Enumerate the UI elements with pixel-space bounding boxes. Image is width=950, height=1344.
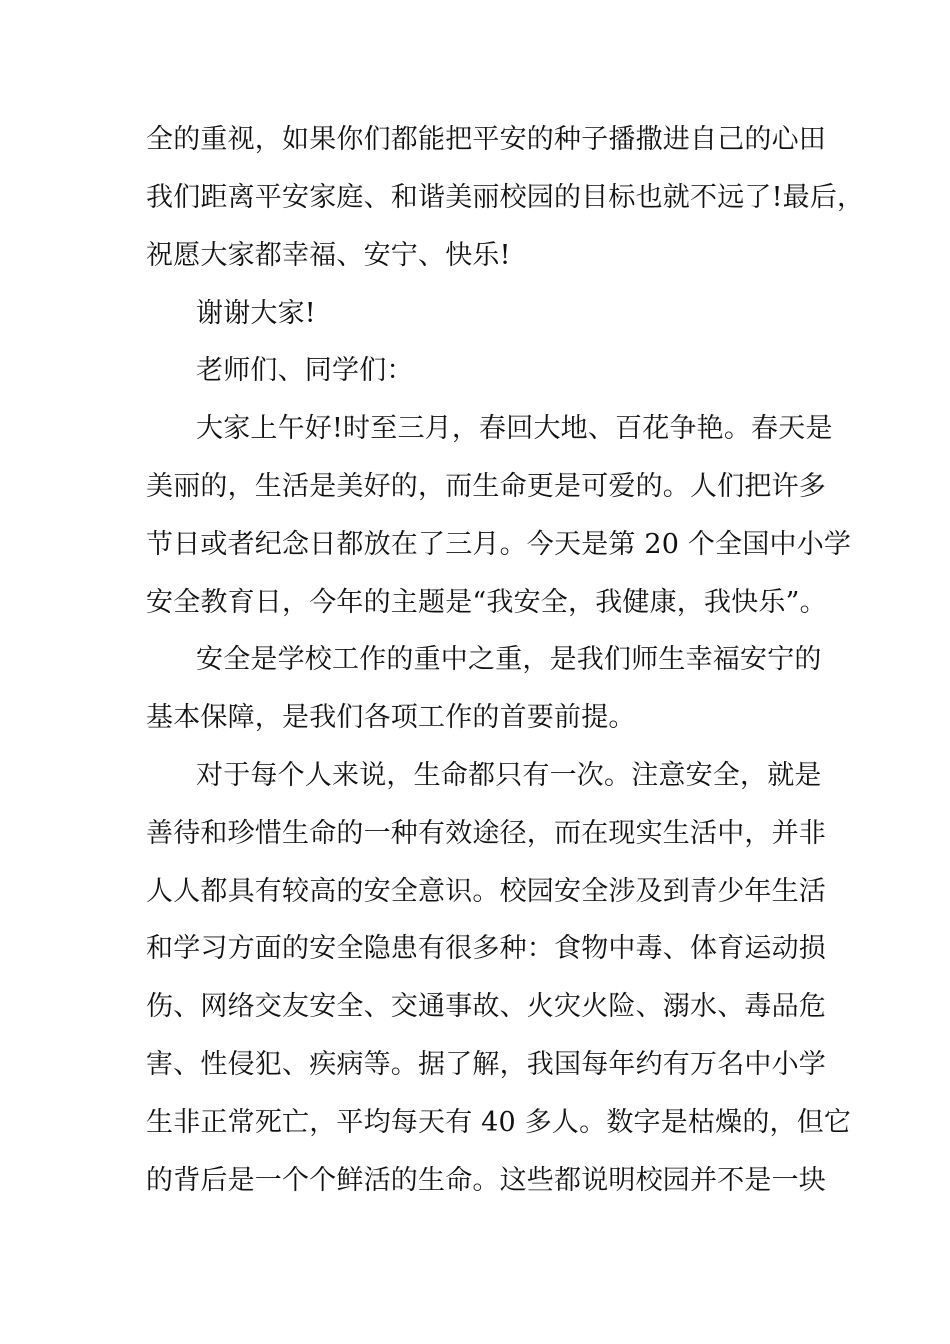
- text-line: 节日或者纪念日都放在了三月。今天是第 20 个全国中小学: [146, 529, 852, 560]
- text-line: 害、性侵犯、疾病等。据了解，我国每年约有万名中小学: [146, 1049, 826, 1080]
- text-line: 的背后是一个个鲜活的生命。这些都说明校园并不是一块: [146, 1165, 826, 1196]
- text-line: 生非正常死亡，平均每天有 40 多人。数字是枯燥的，但它: [146, 1107, 852, 1138]
- text-line: 我们距离平安家庭、和谐美丽校园的目标也就不远了!最后，: [146, 182, 865, 213]
- text-line: 人人都具有较高的安全意识。校园安全涉及到青少年生活: [146, 876, 826, 907]
- text-line: 和学习方面的安全隐患有很多种：食物中毒、体育运动损: [146, 933, 826, 964]
- paragraph-first-line: 安全是学校工作的重中之重，是我们师生幸福安宁的: [196, 644, 822, 675]
- text-line: 老师们、同学们：: [196, 355, 414, 386]
- text-line: 基本保障，是我们各项工作的首要前提。: [146, 702, 636, 733]
- text-line: 祝愿大家都幸福、安宁、快乐!: [146, 240, 511, 271]
- paragraph-first-line: 对于每个人来说，生命都只有一次。注意安全，就是: [196, 760, 822, 791]
- text-line: 善待和珍惜生命的一种有效途径，而在现实生活中，并非: [146, 818, 826, 849]
- text-line: 美丽的，生活是美好的，而生命更是可爱的。人们把许多: [146, 471, 826, 502]
- text-line: 安全教育日，今年的主题是“我安全，我健康，我快乐”。: [146, 587, 827, 618]
- text-line: 全的重视，如果你们都能把平安的种子播撒进自己的心田: [146, 124, 826, 155]
- text-line: 伤、网络交友安全、交通事故、火灾火险、溺水、毒品危: [146, 991, 826, 1022]
- text-line: 谢谢大家!: [196, 298, 316, 329]
- paragraph-first-line: 大家上午好!时至三月，春回大地、百花争艳。春天是: [196, 413, 833, 444]
